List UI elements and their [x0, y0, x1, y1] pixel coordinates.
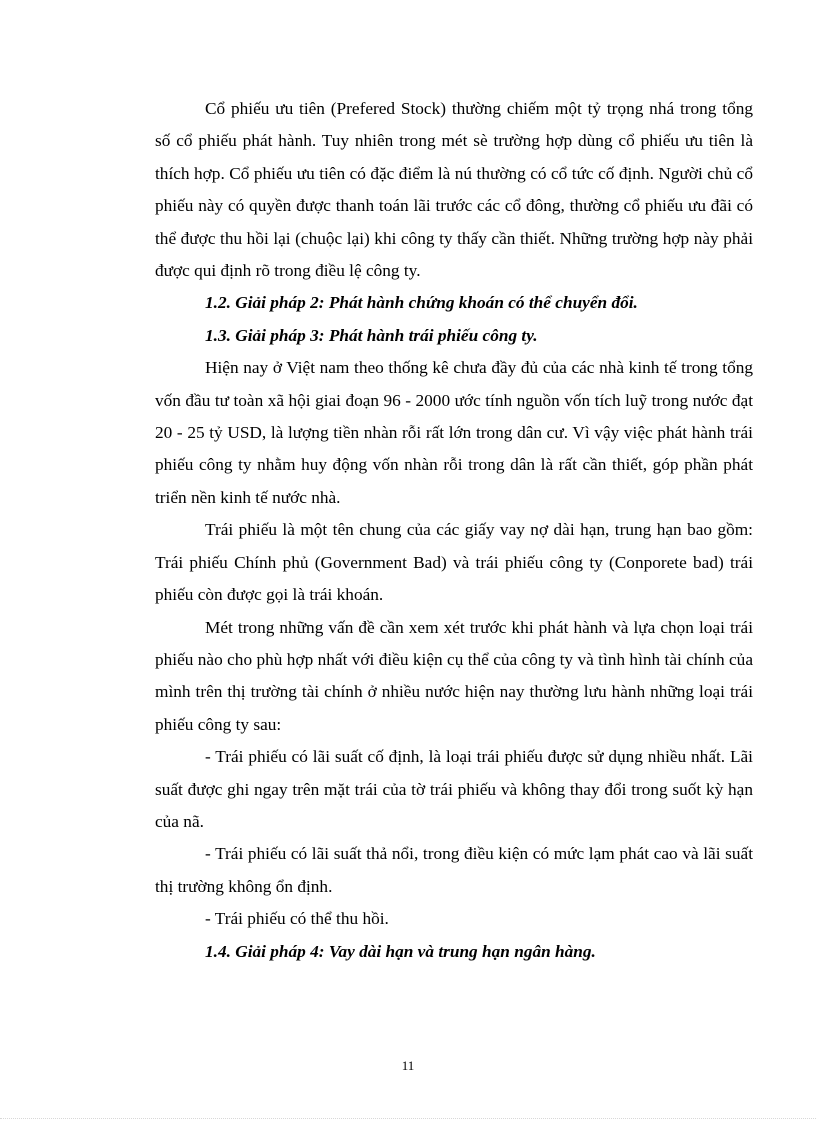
paragraph-vietnam-capital: Hiện nay ở Việt nam theo thống kê chưa đầy đủ của các nhà kinh tế trong tổng vốn đầu tư toàn xã hội giai đoạn 96 - 2000 ước tính nguồn vốn tích luỹ trong nước đạt 20 - 25 tỷ USD, là lượng tiền nhàn rỗi rất lớn trong dân cư. Vì vậy việc phát hành trái phiếu công ty nhằm huy động vốn nhàn rỗi trong dân là rất cần thiết, góp phần phát triển nền kinh tế nước nhà. [155, 358, 753, 507]
body-text [155, 93, 753, 968]
list-item-floating-rate: - Trái phiếu có lãi suất thả nổi, trong điều kiện có mức lạm phát cao và lãi suất thị trường không ổn định. [155, 844, 753, 896]
paragraph-bond-types-intro: Mét trong những vấn đề cần xem xét trước khi phát hành và lựa chọn loại trái phiếu nào cho phù hợp nhất với điều kiện cụ thể của công ty và tình hình tài chính của mình trên thị trường tài chính ở nhiều nước hiện nay thường lưu hành những loại trái phiếu công ty sau: [155, 617, 753, 734]
heading-solution-3: 1.3. Giải pháp 3: Phát hành trái phiếu công ty. [205, 325, 538, 345]
page-number: 11 [401, 1058, 415, 1073]
heading-solution-4: 1.4. Giải pháp 4: Vay dài hạn và trung hạn ngân hàng. [205, 941, 596, 961]
page-bottom-divider [0, 1118, 816, 1119]
list-item-fixed-rate: - Trái phiếu có lãi suất cố định, là loại trái phiếu được sử dụng nhiều nhất. Lãi suất được ghi ngay trên mặt trái của tờ trái phiếu và không thay đổi trong suốt kỳ hạn của nã. [155, 747, 753, 831]
list-item-callable: - Trái phiếu có thể thu hồi. [205, 909, 389, 929]
paragraph-preferred-stock: Cổ phiếu ưu tiên (Prefered Stock) thường chiếm một tỷ trọng nhá trong tổng số cổ phiếu phát hành. Tuy nhiên trong mét sè trường hợp dùng cổ phiếu ưu tiên là thích hợp. Cổ phiếu ưu tiên có đặc điểm là nú thường có cổ tức cố định. Người chủ cổ phiếu này có quyền được thanh toán lãi trước các cổ đông, thường cổ phiếu ưu đãi có thể được thu hồi lại (chuộc lại) khi công ty thấy cần thiết. Những trường hợp này phải được qui định rõ trong điều lệ công ty. [155, 99, 753, 281]
heading-solution-2: 1.2. Giải pháp 2: Phát hành chứng khoán có thể chuyển đổi. [205, 293, 638, 313]
paragraph-bond-definition: Trái phiếu là một tên chung của các giấy vay nợ dài hạn, trung hạn bao gồm: Trái phiếu Chính phủ (Government Bad) và trái phiếu công ty (Conporete bad) trái phiếu còn được gọi là trái khoán. [155, 520, 753, 605]
